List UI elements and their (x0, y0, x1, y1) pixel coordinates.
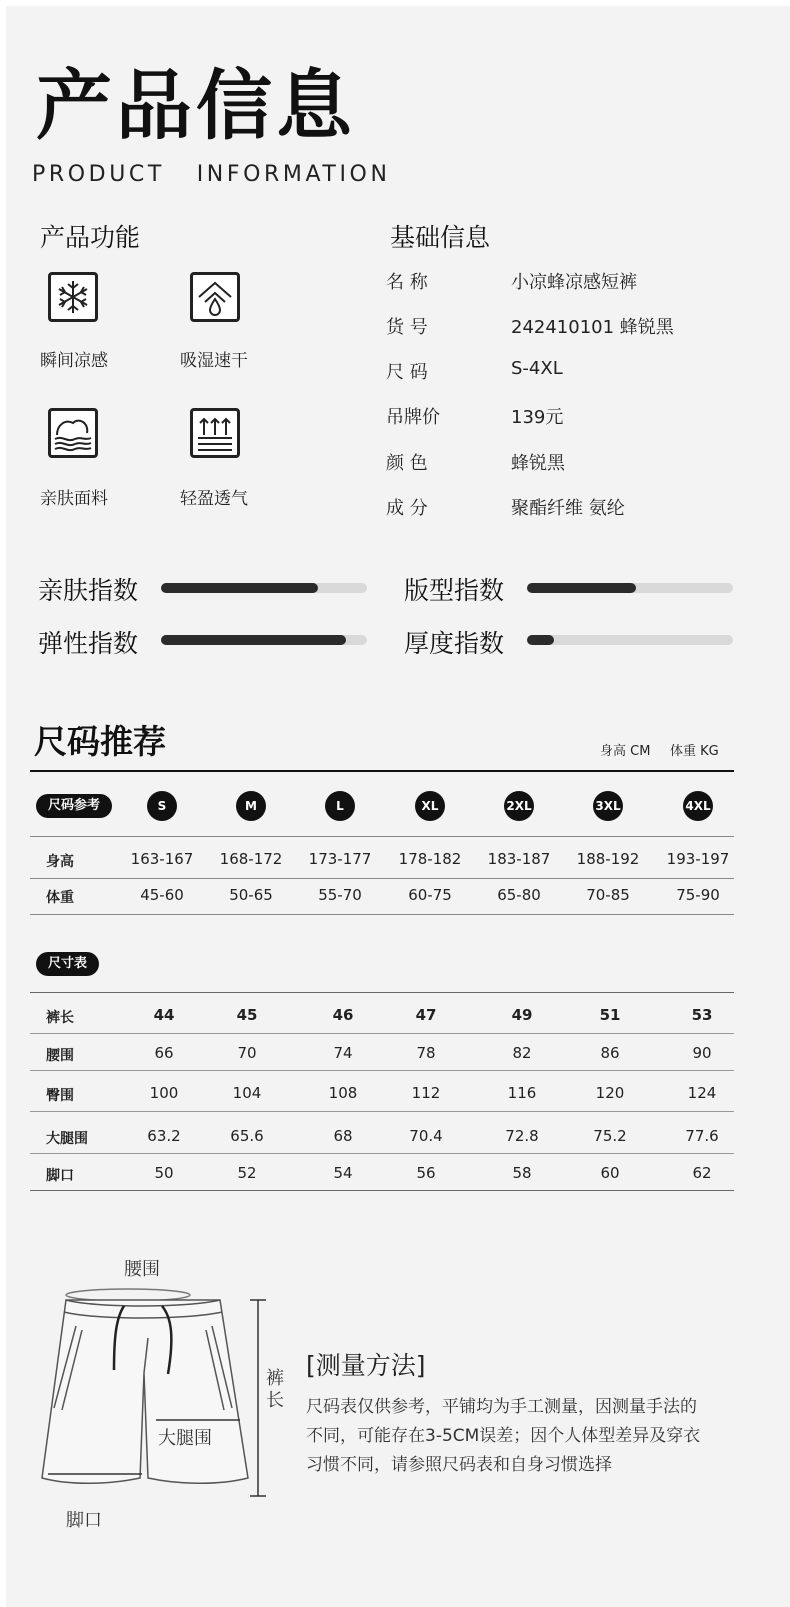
height-unit: 身高 CM (600, 744, 651, 759)
index-bar-fit (527, 583, 733, 593)
info-key-name: 名 称 (386, 272, 428, 293)
feature-label: 轻盈透气 (180, 489, 248, 509)
size-table-cell: 90 (692, 1044, 712, 1062)
size-badge: XL (415, 791, 445, 821)
size-table-cell: 53 (691, 1006, 713, 1024)
divider (30, 1190, 734, 1191)
size-badge: L (325, 791, 355, 821)
weight-cell: 55-70 (318, 886, 362, 904)
size-table-cell: 100 (149, 1084, 179, 1102)
height-cell: 188-192 (576, 850, 640, 868)
moisture-drop-icon (190, 272, 240, 322)
divider (30, 1070, 734, 1071)
size-badge: 4XL (683, 791, 713, 821)
size-table-cell: 70.4 (409, 1127, 443, 1145)
size-badge: 2XL (504, 791, 534, 821)
weight-unit: 体重 KG (670, 744, 719, 759)
size-table-cell: 51 (599, 1006, 621, 1024)
size-table-cell: 65.6 (230, 1127, 264, 1145)
measure-method-text: 尺码表仅供参考，平铺均为手工测量，因测量手法的不同，可能存在3-5CM误差；因个人体型差异及穿衣习惯不同，请参照尺码表和自身习惯选择 (306, 1397, 701, 1475)
size-table-cell: 63.2 (147, 1127, 181, 1145)
info-key-sku: 货 号 (386, 317, 428, 338)
size-table-cell: 68 (333, 1127, 353, 1145)
size-table-cell: 72.8 (505, 1127, 539, 1145)
page-title: 产品信息 (36, 61, 356, 150)
divider (30, 878, 734, 879)
index-bar-stretch (161, 635, 367, 645)
size-table-cell: 46 (332, 1006, 354, 1024)
measure-method-title: [测量方法] (306, 1351, 426, 1380)
size-table-cell: 52 (237, 1164, 257, 1182)
features-heading: 产品功能 (40, 223, 141, 252)
weight-row-label: 体重 (46, 890, 74, 906)
info-key-color: 颜 色 (386, 453, 428, 474)
page-subtitle: PRODUCT INFORMATION (32, 162, 391, 187)
index-label-thickness: 厚度指数 (404, 629, 505, 658)
info-value-price: 139元 (511, 407, 564, 428)
info-value-color: 蜂锐黑 (511, 453, 565, 474)
size-table-cell: 50 (154, 1164, 174, 1182)
size-table-cell: 86 (600, 1044, 620, 1062)
hem-label: 脚口 (66, 1510, 102, 1531)
size-table-cell: 104 (232, 1084, 262, 1102)
size-table-cell: 70 (237, 1044, 257, 1062)
size-table-cell: 124 (687, 1084, 717, 1102)
info-key-price: 吊牌价 (386, 407, 440, 428)
length-label: 裤长 (266, 1368, 284, 1411)
height-cell: 173-177 (308, 850, 372, 868)
divider (30, 914, 734, 915)
soft-fabric-icon (48, 408, 98, 458)
size-table-cell: 60 (600, 1164, 620, 1182)
size-table-cell: 75.2 (593, 1127, 627, 1145)
waist-label: 腰围 (124, 1259, 160, 1280)
divider (30, 770, 734, 772)
index-label-stretch: 弹性指数 (38, 629, 139, 658)
size-table-cell: 78 (416, 1044, 436, 1062)
size-table-row-label: 腰围 (46, 1048, 74, 1064)
index-bar-fill (161, 583, 318, 593)
size-ref-badge: 尺码参考 (36, 794, 112, 818)
size-table-row-label: 臀围 (46, 1088, 74, 1104)
shorts-diagram (36, 1278, 276, 1508)
size-table-cell: 116 (507, 1084, 537, 1102)
breathable-icon (190, 408, 240, 458)
index-label-skin: 亲肤指数 (38, 576, 139, 605)
size-table-cell: 112 (411, 1084, 441, 1102)
size-table-cell: 82 (512, 1044, 532, 1062)
size-table-cell: 49 (511, 1006, 533, 1024)
product-info-page (6, 6, 790, 1607)
size-table-cell: 108 (328, 1084, 358, 1102)
index-bar-skin (161, 583, 367, 593)
size-table-row-label: 脚口 (46, 1168, 74, 1184)
info-value-name: 小凉蜂凉感短裤 (511, 272, 637, 293)
basic-info-heading: 基础信息 (390, 223, 491, 252)
size-table-row-label: 大腿围 (46, 1131, 88, 1147)
index-bar-fill (527, 583, 636, 593)
divider (30, 836, 734, 837)
feature-label: 亲肤面料 (40, 489, 108, 509)
height-cell: 183-187 (487, 850, 551, 868)
size-badge: M (236, 791, 266, 821)
size-table-cell: 56 (416, 1164, 436, 1182)
size-table-cell: 74 (333, 1044, 353, 1062)
size-rec-heading: 尺码推荐 (34, 722, 166, 761)
height-cell: 168-172 (219, 850, 283, 868)
feature-label: 瞬间凉感 (40, 351, 108, 371)
info-value-sku: 242410101 蜂锐黑 (511, 317, 674, 338)
divider (30, 1153, 734, 1154)
index-label-fit: 版型指数 (404, 576, 505, 605)
size-badge: 3XL (593, 791, 623, 821)
info-value-material: 聚酯纤维 氨纶 (511, 498, 625, 519)
size-table-cell: 54 (333, 1164, 353, 1182)
weight-cell: 50-65 (229, 886, 273, 904)
size-table-cell: 47 (415, 1006, 437, 1024)
weight-cell: 75-90 (676, 886, 720, 904)
info-key-size: 尺 码 (386, 362, 428, 383)
index-bar-fill (527, 635, 554, 645)
size-table-cell: 58 (512, 1164, 532, 1182)
index-bar-fill (161, 635, 346, 645)
index-bar-thickness (527, 635, 733, 645)
thigh-label: 大腿围 (158, 1428, 212, 1449)
feature-label: 吸湿速干 (180, 351, 248, 371)
divider (30, 992, 734, 993)
height-cell: 178-182 (398, 850, 462, 868)
size-table-cell: 44 (153, 1006, 175, 1024)
size-table-cell: 62 (692, 1164, 712, 1182)
weight-cell: 60-75 (408, 886, 452, 904)
size-table-cell: 45 (236, 1006, 258, 1024)
snowflake-icon (48, 272, 98, 322)
size-table-badge: 尺寸表 (36, 952, 99, 976)
divider (30, 1111, 734, 1112)
size-table-cell: 120 (595, 1084, 625, 1102)
size-badge: S (147, 791, 177, 821)
height-cell: 163-167 (130, 850, 194, 868)
height-cell: 193-197 (666, 850, 730, 868)
size-table-row-label: 裤长 (46, 1010, 74, 1026)
weight-cell: 70-85 (586, 886, 630, 904)
weight-cell: 65-80 (497, 886, 541, 904)
info-key-material: 成 分 (386, 498, 428, 519)
divider (30, 1033, 734, 1034)
weight-cell: 45-60 (140, 886, 184, 904)
info-value-size: S-4XL (511, 358, 563, 379)
height-row-label: 身高 (46, 854, 74, 870)
size-table-cell: 77.6 (685, 1127, 719, 1145)
size-table-cell: 66 (154, 1044, 174, 1062)
